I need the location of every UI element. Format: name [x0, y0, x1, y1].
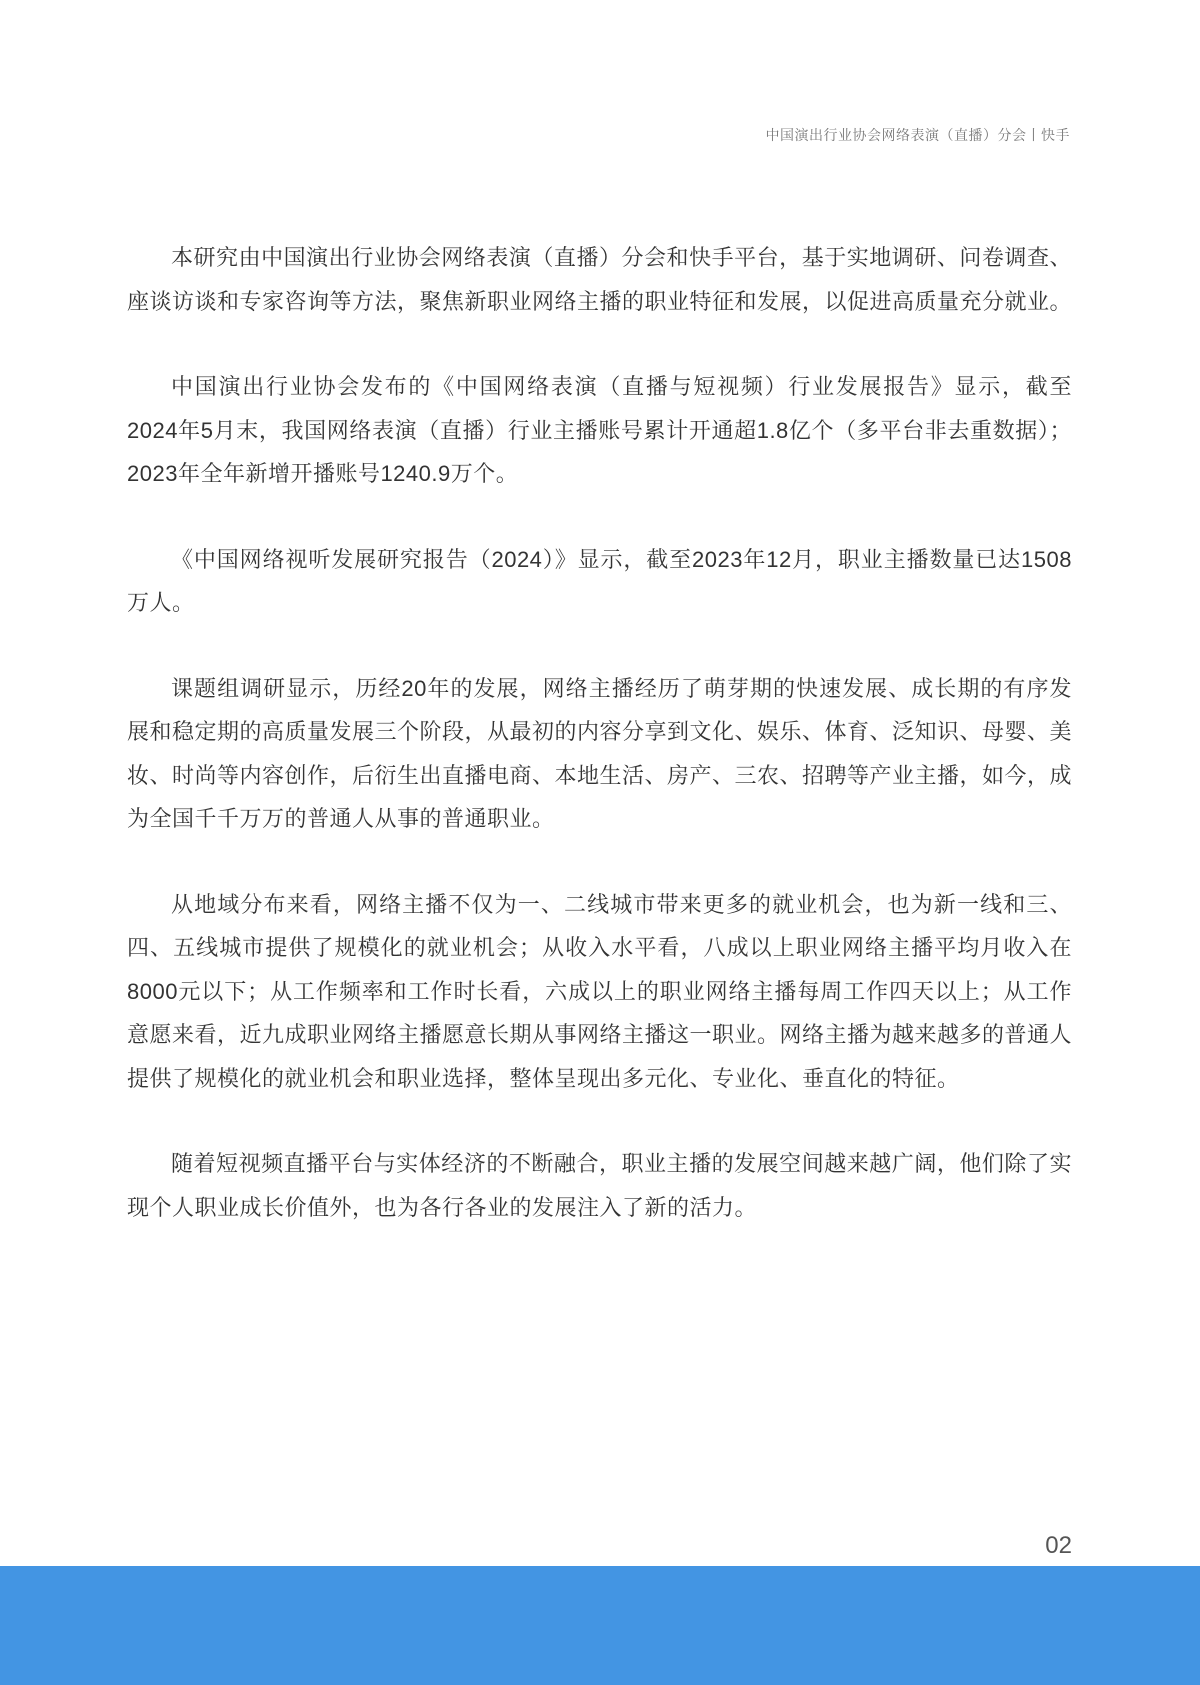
page-number: 02	[1045, 1532, 1072, 1559]
running-header: 中国演出行业协会网络表演（直播）分会丨快手	[765, 127, 1070, 143]
paragraph-intro: 本研究由中国演出行业协会网络表演（直播）分会和快手平台，基于实地调研、问卷调查、座谈访谈和专家咨询等方法，聚焦新职业网络主播的职业特征和发展，以促进高质量充分就业。	[127, 245, 1073, 314]
paragraph-industry-report: 中国演出行业协会发布的《中国网络表演（直播与短视频）行业发展报告》显示，截至2024年5月末，我国网络表演（直播）行业主播账号累计开通超1.8亿个（多平台非去重数据）；2023年全年新增开播账号1240.9万个。	[127, 374, 1072, 486]
paragraph-outlook: 随着短视频直播平台与实体经济的不断融合，职业主播的发展空间越来越广阔，他们除了实现个人职业成长价值外，也为各行各业的发展注入了新的活力。	[127, 1151, 1072, 1220]
footer-band	[0, 1566, 1200, 1685]
paragraph-distribution: 从地域分布来看，网络主播不仅为一、二线城市带来更多的就业机会，也为新一线和三、四、五线城市提供了规模化的就业机会；从收入水平看，八成以上职业网络主播平均月收入在8000元以下；从工作频率和工作时长看，六成以上的职业网络主播每周工作四天以上；从工作意愿来看，近九成职业网络主播愿意长期从事网络主播这一职业。网络主播为越来越多的普通人提供了规模化的就业机会和职业选择，整体呈现出多元化、专业化、垂直化的特征。	[127, 891, 1073, 1091]
paragraph-development-stages: 课题组调研显示，历经20年的发展，网络主播经历了萌芽期的快速发展、成长期的有序发展和稳定期的高质量发展三个阶段，从最初的内容分享到文化、娱乐、体育、泛知识、母婴、美妆、时尚等内容创作，后衍生出直播电商、本地生活、房产、三农、招聘等产业主播，如今，成为全国千千万万的普通人从事的普通职业。	[127, 675, 1073, 831]
body-text	[127, 236, 1072, 1271]
paragraph-audiovisual-report: 《中国网络视听发展研究报告（2024）》显示，截至2023年12月，职业主播数量已达1508万人。	[127, 546, 1072, 615]
